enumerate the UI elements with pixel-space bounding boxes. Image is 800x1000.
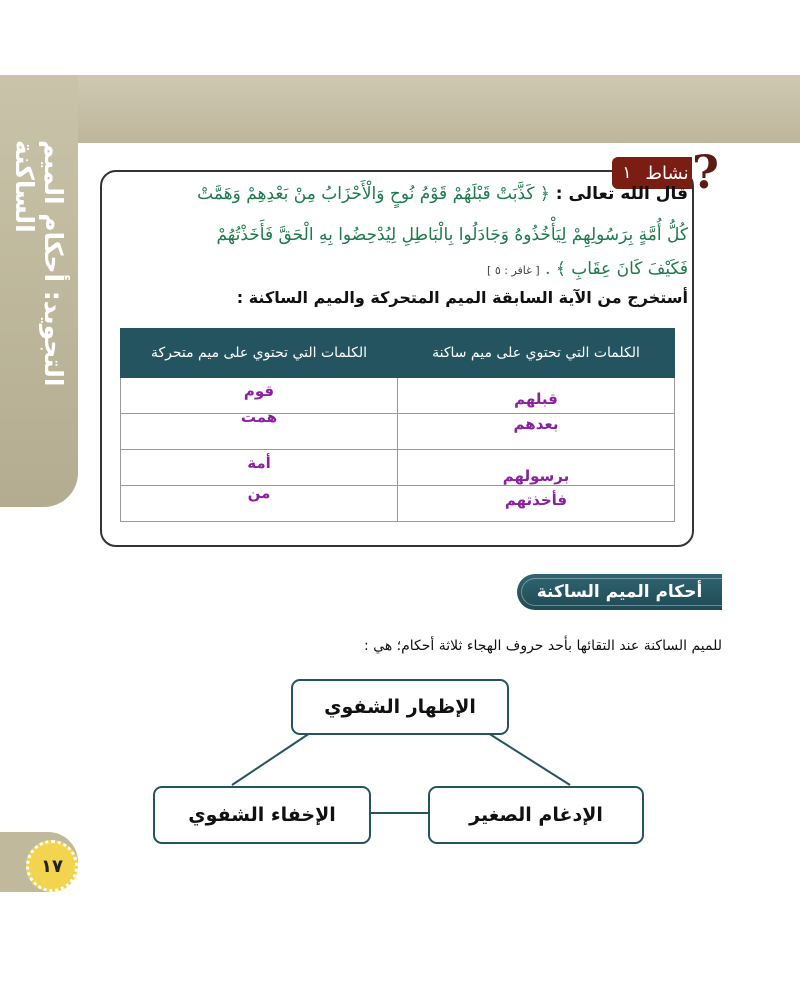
- chapter-title: التجويد: أحكام الميم الساكنة: [10, 140, 68, 387]
- connector-top-left: [232, 733, 310, 785]
- table-header-mutaharrika: الكلمات التي تحتوي على ميم متحركة: [121, 329, 398, 378]
- table-cell: قبلهم: [514, 390, 558, 408]
- table-cell: من: [247, 484, 271, 502]
- table-header-sakina: الكلمات التي تحتوي على ميم ساكنة: [398, 329, 675, 378]
- verse-intro: قال الله تعالى :: [555, 184, 688, 204]
- table-cell: بعدهم: [513, 415, 559, 433]
- verse-line-2: كُلُّ أُمَّةٍ بِرَسُولِهِمْ لِيَأْخُذُوهُ وَجَادَلُوا بِالْبَاطِلِ لِيُدْحِضُوا بِهِ الْحَقَّ فَأَخَذْتُهُمْ: [216, 225, 688, 245]
- activity-label: نشاط: [642, 157, 692, 189]
- verse-line-3: فَكَيْفَ كَانَ عِقَابِ ﴾ .: [545, 259, 688, 279]
- page-number: ١٧: [26, 840, 78, 892]
- table-cell: أمة: [247, 454, 271, 472]
- diagram-node-ikhfa: الإخفاء الشفوي: [153, 786, 371, 844]
- connector-top-right: [488, 733, 570, 785]
- diagram-node-idgham: الإدغام الصغير: [428, 786, 644, 844]
- diagram-node-izhar: الإظهار الشفوي: [291, 679, 509, 735]
- question-mark-icon: ?: [692, 145, 719, 199]
- verse-reference: [ غافر : ٥ ]: [487, 264, 540, 277]
- section-heading: أحكام الميم الساكنة: [517, 574, 722, 610]
- table-cell: برسولهم: [502, 467, 570, 485]
- verse-line-1: ﴿ كَذَّبَتْ قَبْلَهُمْ قَوْمُ نُوحٍ وَالْأَحْزَابُ مِنْ بَعْدِهِمْ وَهَمَّتْ: [197, 184, 550, 204]
- activity-question: أستخرج من الآية السابقة الميم المتحركة والميم الساكنة :: [236, 288, 688, 307]
- table-cell: فأخذتهم: [504, 491, 568, 509]
- activity-number: ١: [612, 157, 642, 189]
- table-cell: همت: [240, 408, 278, 426]
- table-cell: قوم: [243, 382, 275, 400]
- intro-paragraph: للميم الساكنة عند التقائها بأحد حروف الهجاء ثلاثة أحكام؛ هي :: [363, 638, 722, 654]
